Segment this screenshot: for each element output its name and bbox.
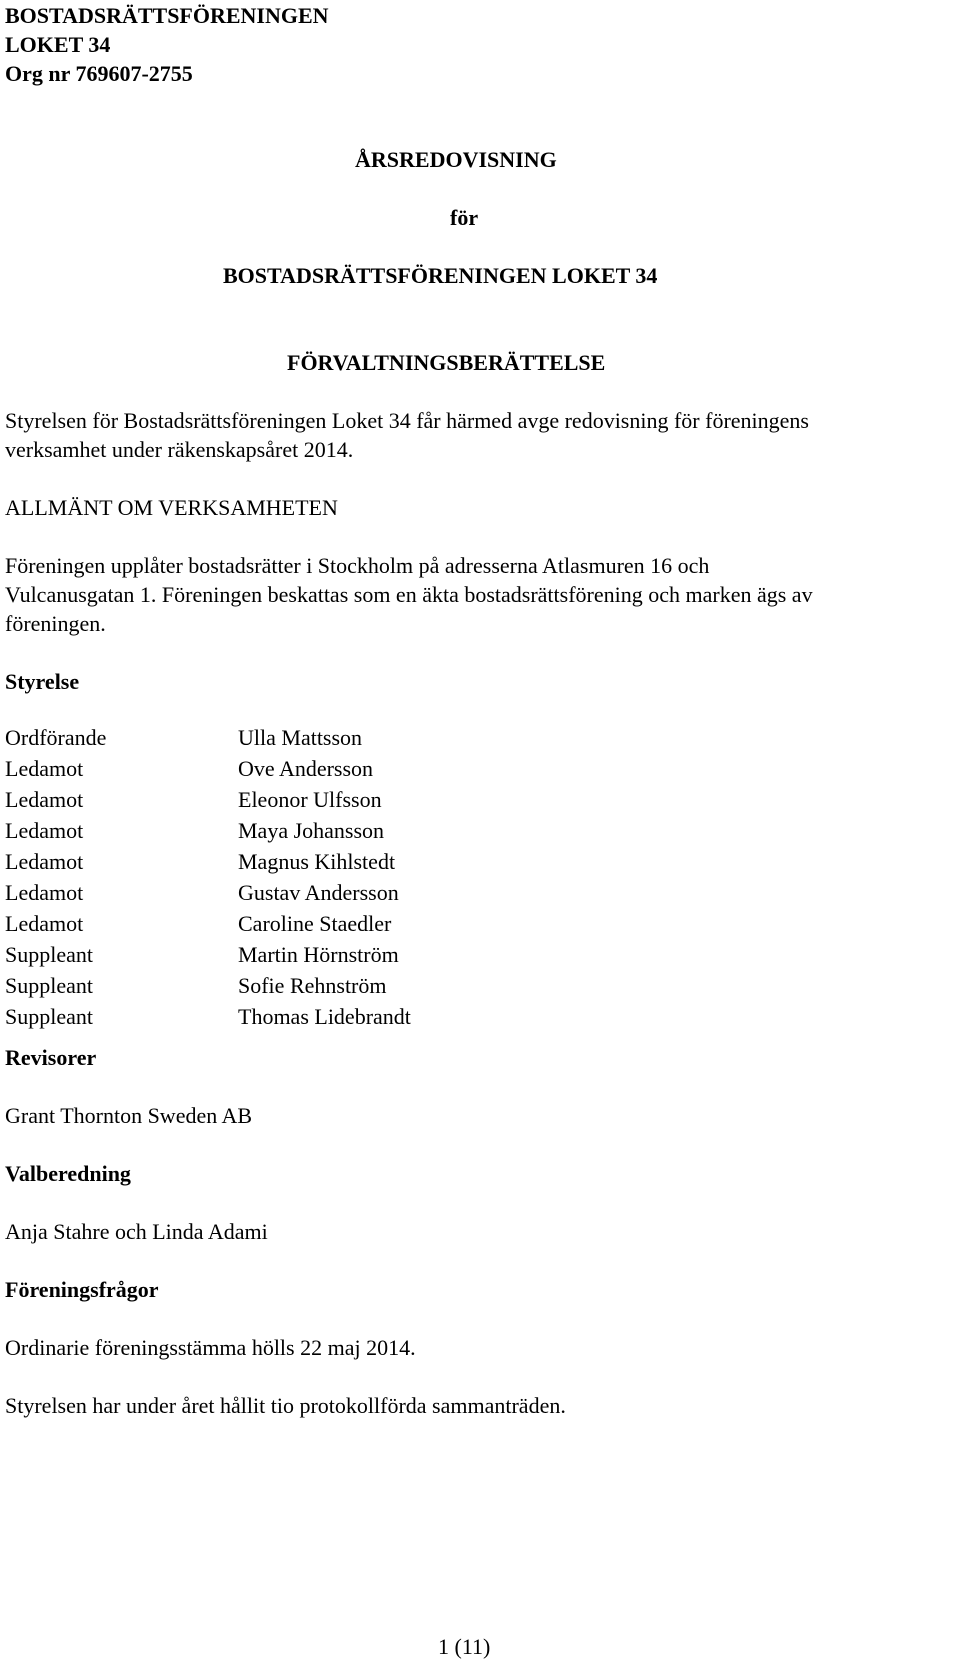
board-member-name: Caroline Staedler [238,911,392,936]
org-number: Org nr 769607-2755 [5,61,193,86]
org-name-line2: LOKET 34 [5,32,111,57]
board-role: Suppleant [5,1004,93,1029]
valberedning-text: Anja Stahre och Linda Adami [5,1219,268,1244]
board-role: Ledamot [5,880,84,905]
board-names-column [238,722,411,1032]
section-heading-forvaltning: FÖRVALTNINGSBERÄTTELSE [287,350,606,375]
section-heading-revisorer: Revisorer [5,1045,97,1070]
title-for: för [450,205,479,230]
board-roles-column [5,722,106,1032]
section-heading-foreningsfragor: Föreningsfrågor [5,1277,159,1302]
board-member-name: Ove Andersson [238,756,374,781]
allmant-text-line1: Föreningen upplåter bostadsrätter i Stockholm på adresserna Atlasmuren 16 och [5,553,710,578]
board-member-name: Ulla Mattsson [238,725,363,750]
board-member-name: Gustav Andersson [238,880,399,905]
board-role: Ledamot [5,911,84,936]
section-heading-valberedning: Valberedning [5,1161,131,1186]
allmant-text-line2: Vulcanusgatan 1. Föreningen beskattas som en äkta bostadsrättsförening och marken ägs av [5,582,813,607]
title-org: BOSTADSRÄTTSFÖRENINGEN LOKET 34 [223,263,658,288]
board-role: Suppleant [5,973,93,998]
board-member-name: Thomas Lidebrandt [238,1004,411,1029]
section-heading-styrelse: Styrelse [5,669,80,694]
org-name-line1: BOSTADSRÄTTSFÖRENINGEN [5,3,329,28]
foreningsfragor-text-line1: Ordinarie föreningsstämma hölls 22 maj 2014. [5,1335,416,1360]
board-member-name: Sofie Rehnström [238,973,387,998]
board-member-name: Maya Johansson [238,818,385,843]
forvaltning-text-line2: verksamhet under räkenskapsåret 2014. [5,437,354,462]
allmant-text-line3: föreningen. [5,611,106,636]
board-role: Ledamot [5,756,84,781]
board-member-name: Martin Hörnström [238,942,399,967]
foreningsfragor-text-line2: Styrelsen har under året hållit tio protokollförda sammanträden. [5,1393,566,1418]
document-title: ÅRSREDOVISNING [355,147,557,172]
board-role: Suppleant [5,942,93,967]
board-role: Ordförande [5,725,107,750]
board-member-name: Magnus Kihlstedt [238,849,396,874]
board-member-name: Eleonor Ulfsson [238,787,382,812]
section-heading-allmant: ALLMÄNT OM VERKSAMHETEN [5,495,338,520]
page-number: 1 (11) [438,1634,491,1659]
forvaltning-text-line1: Styrelsen för Bostadsrättsföreningen Loket 34 får härmed avge redovisning för föreningens [5,408,809,433]
board-role: Ledamot [5,818,84,843]
board-role: Ledamot [5,787,84,812]
revisorer-text: Grant Thornton Sweden AB [5,1103,253,1128]
board-role: Ledamot [5,849,84,874]
